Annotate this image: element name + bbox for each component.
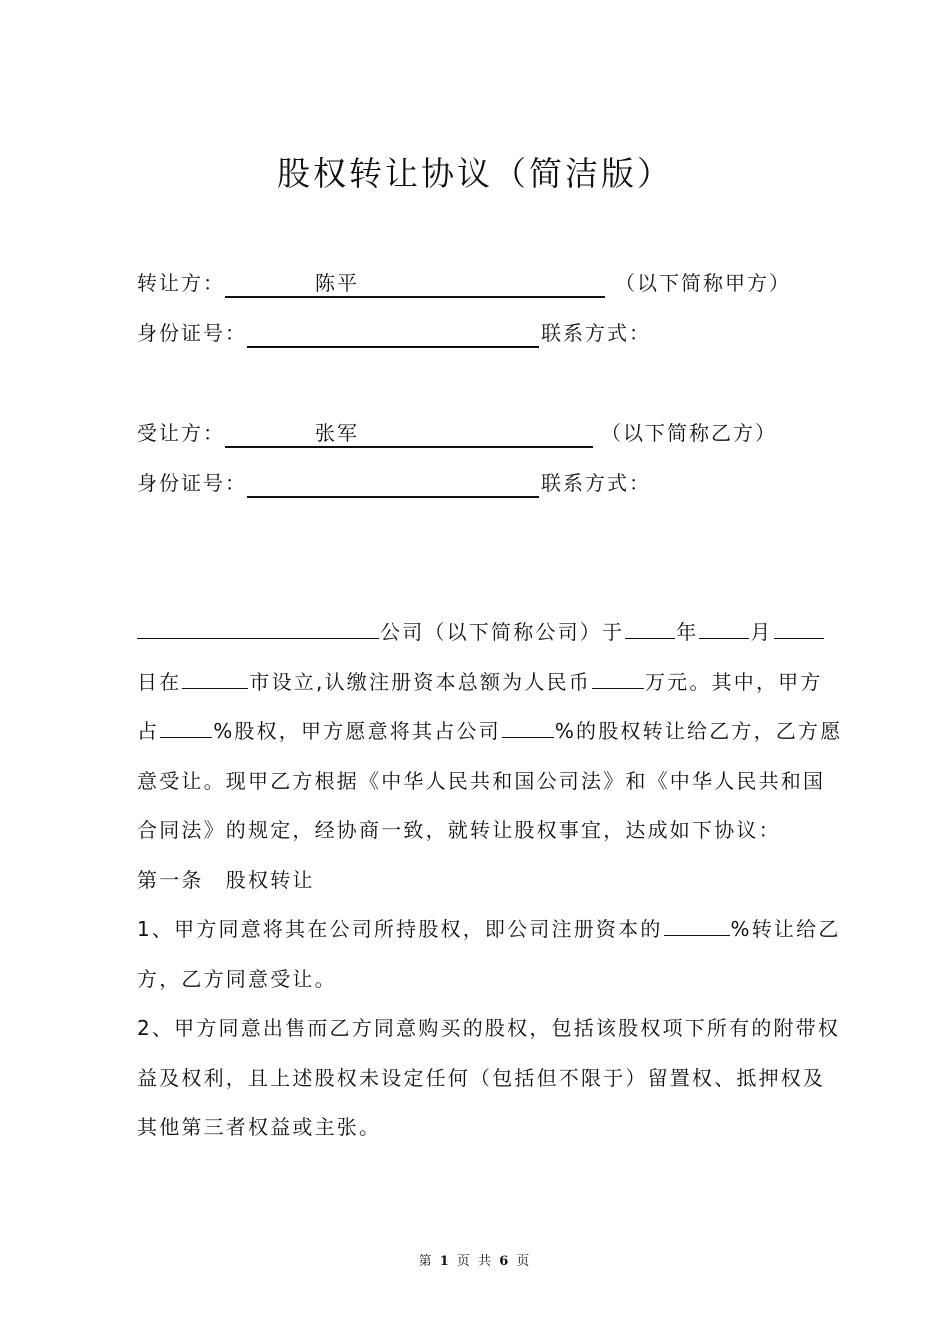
transferor-row <box>137 268 817 298</box>
body-text: %转让给乙 <box>730 917 841 941</box>
transfer-percent-blank <box>502 715 554 738</box>
body-text: %股权，甲方愿意将其占公司 <box>213 719 501 743</box>
item-2-line-1: 2、甲方同意出售而乙方同意购买的股权，包括该股权项下所有的附带权 <box>137 1016 841 1040</box>
transferee-id-row <box>137 468 817 498</box>
document-title: 股权转让协议（简洁版） <box>277 154 673 193</box>
transferee-id-field <box>247 470 539 498</box>
article-1-heading: 第一条 股权转让 <box>137 867 315 892</box>
transferee-row <box>137 418 817 448</box>
body-text: %的股权转让给乙方，乙方愿 <box>554 719 843 743</box>
footer-page-number: 1 <box>439 1254 451 1269</box>
item-1-line-2: 方，乙方同意受让。 <box>137 966 337 991</box>
month-blank <box>699 616 749 639</box>
page-footer <box>0 1250 950 1269</box>
share-percent-blank <box>160 715 212 738</box>
city-blank <box>182 666 248 689</box>
transferor-id-row <box>137 318 817 348</box>
body-text: 日在 <box>137 669 182 694</box>
agreement-body <box>137 608 843 1153</box>
capital-blank <box>592 666 644 689</box>
body-line-3 <box>137 707 843 757</box>
body-text: 年 <box>676 620 699 644</box>
body-line-5: 合同法》的规定，经协商一致，就转让股权事宜，达成如下协议： <box>137 818 781 842</box>
body-text: 万元。其中，甲方 <box>644 669 823 694</box>
transferor-name-field <box>225 270 605 298</box>
item-2-line-2: 益及权利，且上述股权未设定任何（包括但不限于）留置权、抵押权及 <box>137 1065 826 1090</box>
footer-middle: 页 共 <box>456 1254 494 1269</box>
item-2-line-3: 其他第三者权益或主张。 <box>137 1115 382 1139</box>
body-text: 月 <box>750 620 773 644</box>
registered-capital-percent-blank <box>664 913 730 936</box>
transferee-label: 受让方： <box>137 421 225 445</box>
transferor-contact-label: 联系方式： <box>541 321 651 345</box>
body-text: 公司（以下简称公司）于 <box>380 620 625 644</box>
transferee-name: 张军 <box>315 421 359 445</box>
body-line-1 <box>137 608 837 658</box>
transferee-id-label: 身份证号： <box>137 471 247 495</box>
transferor-name: 陈平 <box>315 271 359 295</box>
body-line-4: 意受让。现甲乙方根据《中华人民共和国公司法》和《中华人民共和国 <box>137 768 826 793</box>
company-name-blank <box>137 616 379 639</box>
transferor-label: 转让方： <box>137 271 225 295</box>
body-text: 1、甲方同意将其在公司所持股权，即公司注册资本的 <box>137 917 663 941</box>
year-blank <box>625 616 675 639</box>
item-1-line-1 <box>137 905 841 955</box>
transferor-id-field <box>247 320 539 348</box>
footer-prefix: 第 <box>418 1254 434 1269</box>
transferee-name-field <box>225 420 593 448</box>
footer-total-pages: 6 <box>499 1254 511 1269</box>
transferee-suffix: （以下简称乙方） <box>601 421 777 445</box>
transferor-suffix: （以下简称甲方） <box>615 271 791 295</box>
day-blank <box>774 616 824 639</box>
footer-suffix: 页 <box>516 1254 532 1269</box>
body-text: 占 <box>137 719 160 743</box>
body-text: 市设立,认缴注册资本总额为人民币 <box>249 669 591 694</box>
transferee-contact-label: 联系方式： <box>541 471 651 495</box>
transferor-id-label: 身份证号： <box>137 321 247 345</box>
body-line-2 <box>137 658 837 708</box>
